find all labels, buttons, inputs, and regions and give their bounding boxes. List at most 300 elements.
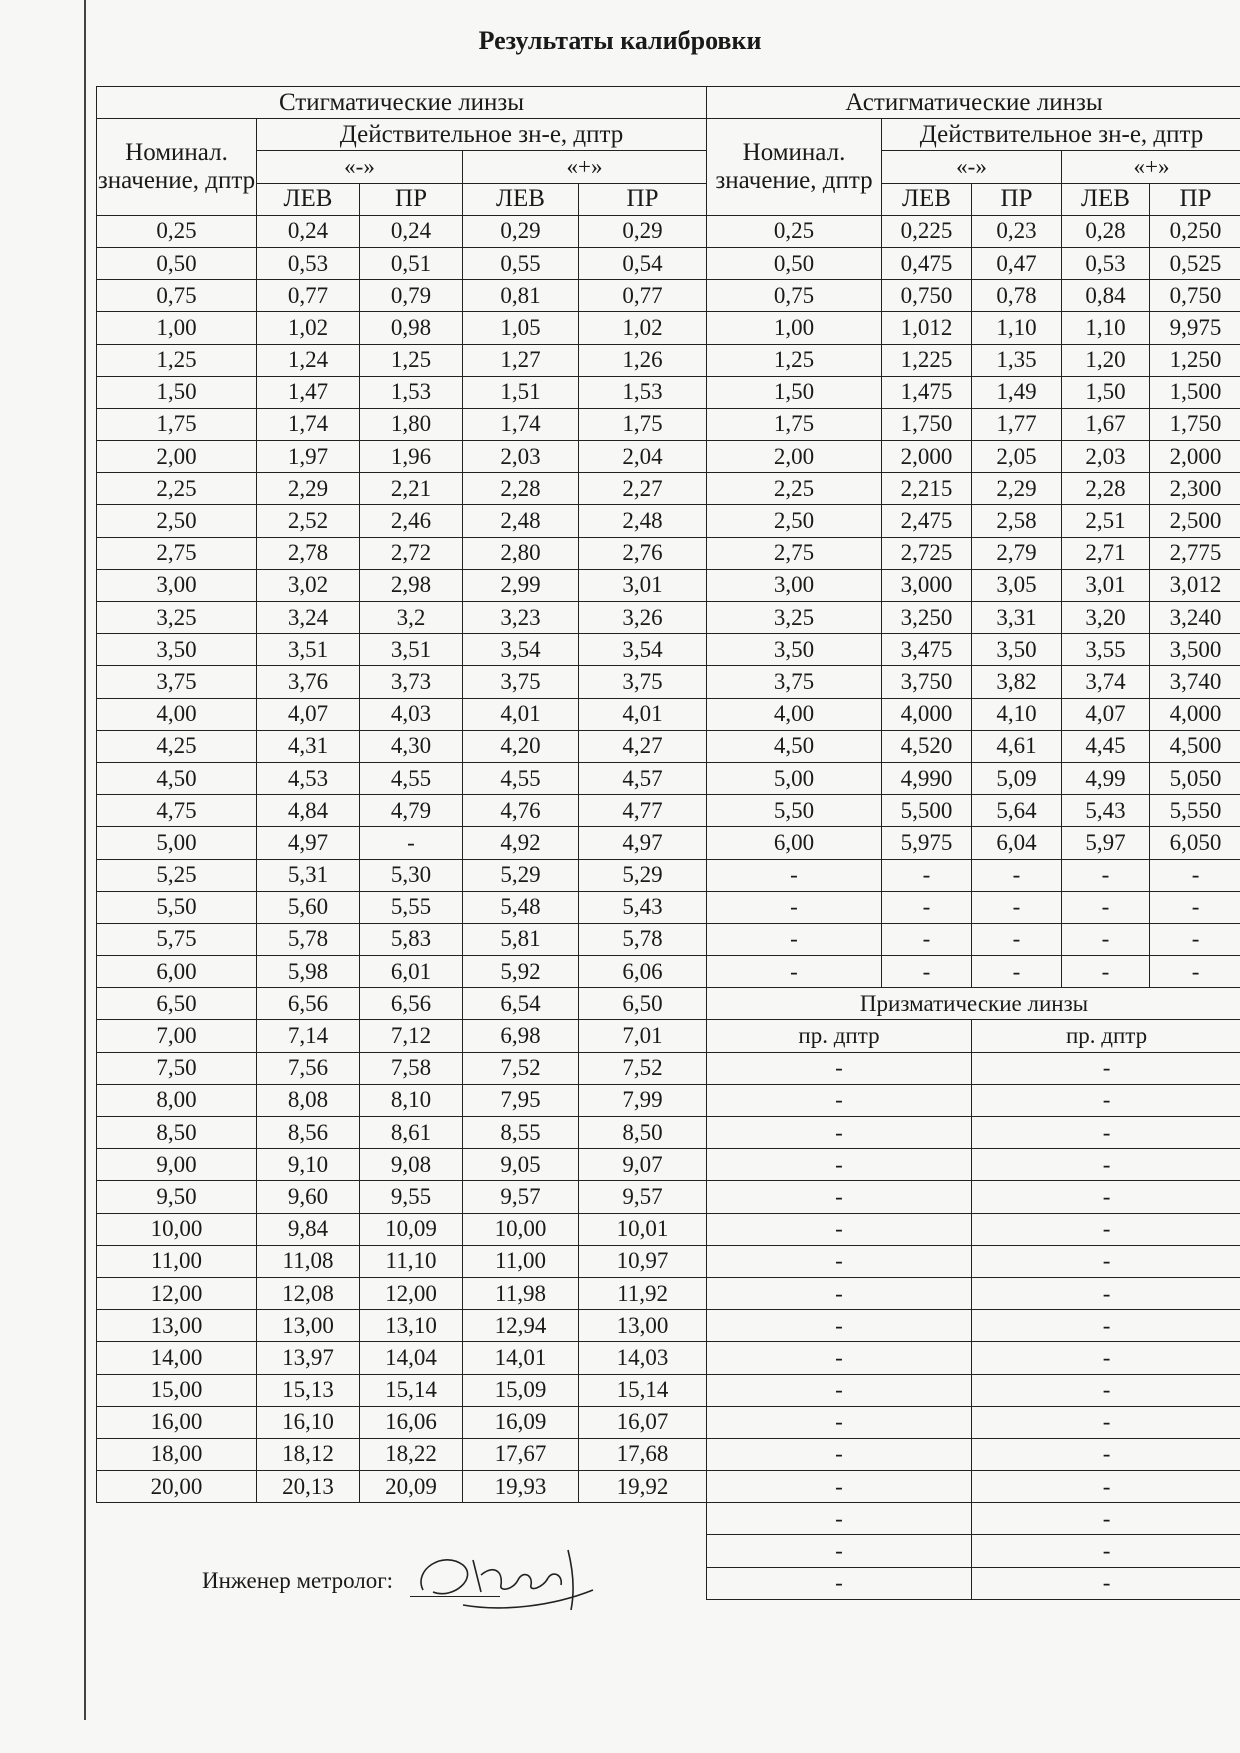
stigmatic-row xyxy=(97,827,707,859)
stigmatic-row-cell: 2,78 xyxy=(257,537,360,569)
stigmatic-row xyxy=(97,1117,707,1149)
prismatic-row-cell: - xyxy=(707,1503,972,1535)
stigmatic-row-cell: 10,01 xyxy=(579,1213,707,1245)
stigmatic-row-cell: 6,00 xyxy=(97,956,257,988)
astigmatic-row-cell: 3,250 xyxy=(882,602,972,634)
astigmatic-row-cell: 0,250 xyxy=(1150,215,1240,247)
prismatic-row-cell: - xyxy=(707,1117,972,1149)
stigmatic-row-cell: 3,25 xyxy=(97,602,257,634)
stigmatic-row-cell: 5,83 xyxy=(360,923,463,955)
astigmatic-row-cell: - xyxy=(707,956,882,988)
stigmatic-row xyxy=(97,1310,707,1342)
stigmatic-row-cell: 3,2 xyxy=(360,602,463,634)
prismatic-row-cell: - xyxy=(707,1342,972,1374)
stigmatic-row-cell: 9,57 xyxy=(463,1181,579,1213)
stigmatic-row-cell: 5,31 xyxy=(257,859,360,891)
prismatic-col2-header: пр. дптр xyxy=(972,1020,1240,1052)
astigmatic-row-cell: 3,05 xyxy=(972,569,1062,601)
stigmatic-minus-header: «-» xyxy=(257,151,463,183)
stigmatic-row-cell: 0,77 xyxy=(257,280,360,312)
stigmatic-row-cell: 5,50 xyxy=(97,891,257,923)
stigmatic-row-cell: 0,25 xyxy=(97,215,257,247)
stigmatic-row-cell: 4,31 xyxy=(257,730,360,762)
stigmatic-row-cell: 9,08 xyxy=(360,1149,463,1181)
stigmatic-row xyxy=(97,923,707,955)
astigmatic-row-cell: 1,00 xyxy=(707,312,882,344)
prismatic-row-cell: - xyxy=(707,1052,972,1084)
stigmatic-row-cell: 7,99 xyxy=(579,1084,707,1116)
prismatic-row-cell: - xyxy=(972,1471,1240,1503)
stigmatic-minus-left-header: ЛЕВ xyxy=(257,183,360,215)
stigmatic-row-cell: 5,78 xyxy=(579,923,707,955)
astigmatic-row-cell: 2,79 xyxy=(972,537,1062,569)
stigmatic-row xyxy=(97,1245,707,1277)
astigmatic-row-cell: 6,050 xyxy=(1150,827,1240,859)
astigmatic-row xyxy=(707,602,1240,634)
stigmatic-row-cell: 18,00 xyxy=(97,1438,257,1470)
stigmatic-row xyxy=(97,1084,707,1116)
stigmatic-row-cell: 1,00 xyxy=(97,312,257,344)
astigmatic-row-cell: - xyxy=(1062,956,1150,988)
stigmatic-row-cell: 6,98 xyxy=(463,1020,579,1052)
astigmatic-plus-header: «+» xyxy=(1062,151,1240,183)
stigmatic-row-cell: 0,79 xyxy=(360,280,463,312)
stigmatic-row-cell: 0,98 xyxy=(360,312,463,344)
stigmatic-row-cell: 15,14 xyxy=(360,1374,463,1406)
astigmatic-row-cell: 1,10 xyxy=(1062,312,1150,344)
stigmatic-row-cell: 16,09 xyxy=(463,1406,579,1438)
stigmatic-row-cell: 4,53 xyxy=(257,762,360,794)
astigmatic-row-cell: 1,750 xyxy=(1150,408,1240,440)
astigmatic-row-cell: 1,77 xyxy=(972,408,1062,440)
astigmatic-row-cell: 1,012 xyxy=(882,312,972,344)
astigmatic-row-cell: 2,775 xyxy=(1150,537,1240,569)
astigmatic-row-cell: 4,07 xyxy=(1062,698,1150,730)
prismatic-row xyxy=(707,1149,1240,1181)
stigmatic-row-cell: 11,00 xyxy=(97,1245,257,1277)
astigmatic-row xyxy=(707,569,1240,601)
stigmatic-row-cell: 12,08 xyxy=(257,1277,360,1309)
stigmatic-row-cell: 0,29 xyxy=(579,215,707,247)
stigmatic-row-cell: 2,46 xyxy=(360,505,463,537)
stigmatic-row xyxy=(97,1181,707,1213)
stigmatic-row-cell: 4,20 xyxy=(463,730,579,762)
stigmatic-row-cell: 11,98 xyxy=(463,1277,579,1309)
astigmatic-row-cell: 0,25 xyxy=(707,215,882,247)
astigmatic-row-cell: - xyxy=(882,956,972,988)
stigmatic-row-cell: 9,55 xyxy=(360,1181,463,1213)
prismatic-row-cell: - xyxy=(972,1438,1240,1470)
stigmatic-row-cell: 4,07 xyxy=(257,698,360,730)
stigmatic-row-cell: 8,61 xyxy=(360,1117,463,1149)
astigmatic-row-cell: - xyxy=(882,923,972,955)
stigmatic-row-cell: 7,01 xyxy=(579,1020,707,1052)
stigmatic-row xyxy=(97,762,707,794)
stigmatic-row xyxy=(97,1471,707,1503)
stigmatic-row-cell: 3,75 xyxy=(97,666,257,698)
stigmatic-row xyxy=(97,859,707,891)
stigmatic-row-cell: 16,10 xyxy=(257,1406,360,1438)
stigmatic-row xyxy=(97,505,707,537)
stigmatic-row-cell: 6,56 xyxy=(257,988,360,1020)
stigmatic-row-cell: 3,00 xyxy=(97,569,257,601)
stigmatic-row-cell: 3,54 xyxy=(463,634,579,666)
astigmatic-row-cell: 1,25 xyxy=(707,344,882,376)
stigmatic-row-cell: 0,50 xyxy=(97,247,257,279)
stigmatic-row-cell: 4,55 xyxy=(463,762,579,794)
prismatic-row xyxy=(707,1310,1240,1342)
astigmatic-row-cell: 1,250 xyxy=(1150,344,1240,376)
stigmatic-minus-right-header: ПР xyxy=(360,183,463,215)
stigmatic-row-cell: 1,24 xyxy=(257,344,360,376)
astigmatic-row-cell: 3,31 xyxy=(972,602,1062,634)
stigmatic-row-cell: 6,06 xyxy=(579,956,707,988)
stigmatic-row-cell: 2,52 xyxy=(257,505,360,537)
stigmatic-row-cell: 14,03 xyxy=(579,1342,707,1374)
prismatic-row-cell: - xyxy=(707,1471,972,1503)
prismatic-row xyxy=(707,1117,1240,1149)
prismatic-row-cell: - xyxy=(972,1374,1240,1406)
stigmatic-row-cell: 2,48 xyxy=(579,505,707,537)
astigmatic-row xyxy=(707,215,1240,247)
astigmatic-row-cell: 6,00 xyxy=(707,827,882,859)
stigmatic-row-cell: 7,52 xyxy=(463,1052,579,1084)
stigmatic-row xyxy=(97,1149,707,1181)
stigmatic-row-cell: 14,01 xyxy=(463,1342,579,1374)
stigmatic-row-cell: 20,09 xyxy=(360,1471,463,1503)
astigmatic-row-cell: 3,82 xyxy=(972,666,1062,698)
stigmatic-row-cell: 4,50 xyxy=(97,762,257,794)
stigmatic-row xyxy=(97,408,707,440)
stigmatic-row-cell: 4,57 xyxy=(579,762,707,794)
astigmatic-row-cell: 0,28 xyxy=(1062,215,1150,247)
astigmatic-row-cell: 4,61 xyxy=(972,730,1062,762)
stigmatic-row xyxy=(97,956,707,988)
astigmatic-row xyxy=(707,376,1240,408)
astigmatic-row xyxy=(707,247,1240,279)
stigmatic-row-cell: 13,00 xyxy=(579,1310,707,1342)
astigmatic-row-cell: 9,975 xyxy=(1150,312,1240,344)
astigmatic-row-cell: 2,00 xyxy=(707,441,882,473)
astigmatic-row-cell: 0,47 xyxy=(972,247,1062,279)
stigmatic-row-cell: 4,76 xyxy=(463,795,579,827)
stigmatic-row-cell: 0,24 xyxy=(257,215,360,247)
stigmatic-row-cell: 7,00 xyxy=(97,1020,257,1052)
astigmatic-row-cell: 0,525 xyxy=(1150,247,1240,279)
astigmatic-row xyxy=(707,441,1240,473)
stigmatic-row-cell: 18,12 xyxy=(257,1438,360,1470)
stigmatic-row-cell: 0,55 xyxy=(463,247,579,279)
astigmatic-row xyxy=(707,312,1240,344)
prismatic-section-title: Призматические линзы xyxy=(707,988,1240,1020)
astigmatic-row xyxy=(707,505,1240,537)
astigmatic-row-cell: 1,67 xyxy=(1062,408,1150,440)
astigmatic-row-cell: 1,475 xyxy=(882,376,972,408)
astigmatic-row-cell: 2,51 xyxy=(1062,505,1150,537)
stigmatic-row-cell: 4,77 xyxy=(579,795,707,827)
stigmatic-row-cell: 9,60 xyxy=(257,1181,360,1213)
astigmatic-row-cell: 4,990 xyxy=(882,762,972,794)
stigmatic-row xyxy=(97,1213,707,1245)
stigmatic-row-cell: 2,76 xyxy=(579,537,707,569)
stigmatic-row xyxy=(97,795,707,827)
astigmatic-row-cell: 4,520 xyxy=(882,730,972,762)
prismatic-row-cell: - xyxy=(707,1084,972,1116)
stigmatic-row-cell: 1,74 xyxy=(463,408,579,440)
astigmatic-row-cell: 1,75 xyxy=(707,408,882,440)
astigmatic-row-cell: 2,29 xyxy=(972,473,1062,505)
astigmatic-row xyxy=(707,473,1240,505)
astigmatic-row-cell: 3,012 xyxy=(1150,569,1240,601)
astigmatic-actual-header: Действительное зн-е, дптр xyxy=(882,119,1240,151)
stigmatic-row-cell: 0,54 xyxy=(579,247,707,279)
stigmatic-row-cell: 2,99 xyxy=(463,569,579,601)
stigmatic-row-cell: 4,92 xyxy=(463,827,579,859)
astigmatic-row xyxy=(707,408,1240,440)
astigmatic-row-cell: 0,78 xyxy=(972,280,1062,312)
astigmatic-row-cell: 1,10 xyxy=(972,312,1062,344)
astigmatic-row-cell: 1,35 xyxy=(972,344,1062,376)
stigmatic-row-cell: 4,00 xyxy=(97,698,257,730)
stigmatic-row xyxy=(97,215,707,247)
stigmatic-row-cell: 8,55 xyxy=(463,1117,579,1149)
astigmatic-row xyxy=(707,762,1240,794)
stigmatic-row-cell: 8,50 xyxy=(579,1117,707,1149)
stigmatic-row-cell: - xyxy=(360,827,463,859)
astigmatic-row-cell: - xyxy=(707,891,882,923)
stigmatic-row-cell: 5,25 xyxy=(97,859,257,891)
stigmatic-row-cell: 12,00 xyxy=(360,1277,463,1309)
astigmatic-row-cell: 2,500 xyxy=(1150,505,1240,537)
stigmatic-row-cell: 12,00 xyxy=(97,1277,257,1309)
astigmatic-row-cell: - xyxy=(972,956,1062,988)
astigmatic-row-cell: 2,71 xyxy=(1062,537,1150,569)
stigmatic-row-cell: 3,26 xyxy=(579,602,707,634)
astigmatic-row-cell: 1,50 xyxy=(707,376,882,408)
stigmatic-plus-right-header: ПР xyxy=(579,183,707,215)
prismatic-row-cell: - xyxy=(972,1406,1240,1438)
stigmatic-row-cell: 15,09 xyxy=(463,1374,579,1406)
astigmatic-lenses-table xyxy=(706,86,1240,1600)
stigmatic-row-cell: 13,97 xyxy=(257,1342,360,1374)
stigmatic-row-cell: 7,52 xyxy=(579,1052,707,1084)
stigmatic-row-cell: 5,60 xyxy=(257,891,360,923)
astigmatic-row xyxy=(707,956,1240,988)
stigmatic-row xyxy=(97,730,707,762)
astigmatic-row-cell: 2,58 xyxy=(972,505,1062,537)
astigmatic-row-cell: 4,50 xyxy=(707,730,882,762)
astigmatic-row-cell: 2,50 xyxy=(707,505,882,537)
astigmatic-row-cell: 3,50 xyxy=(707,634,882,666)
astigmatic-row xyxy=(707,730,1240,762)
stigmatic-row-cell: 2,04 xyxy=(579,441,707,473)
stigmatic-row-cell: 4,84 xyxy=(257,795,360,827)
astigmatic-row-cell: 3,750 xyxy=(882,666,972,698)
stigmatic-nominal-header: Номинал. значение, дптр xyxy=(97,119,257,216)
stigmatic-row-cell: 10,97 xyxy=(579,1245,707,1277)
astigmatic-row-cell: - xyxy=(1150,859,1240,891)
astigmatic-row-cell: 1,225 xyxy=(882,344,972,376)
stigmatic-row-cell: 19,93 xyxy=(463,1471,579,1503)
stigmatic-row-cell: 7,56 xyxy=(257,1052,360,1084)
astigmatic-row-cell: 2,215 xyxy=(882,473,972,505)
astigmatic-row-cell: 1,50 xyxy=(1062,376,1150,408)
stigmatic-row-cell: 11,10 xyxy=(360,1245,463,1277)
prismatic-row-cell: - xyxy=(972,1213,1240,1245)
prismatic-row-cell: - xyxy=(707,1374,972,1406)
stigmatic-row xyxy=(97,1438,707,1470)
astigmatic-row-cell: 3,55 xyxy=(1062,634,1150,666)
stigmatic-row-cell: 1,02 xyxy=(579,312,707,344)
prismatic-row-cell: - xyxy=(707,1438,972,1470)
astigmatic-row-cell: 0,53 xyxy=(1062,247,1150,279)
astigmatic-row-cell: 5,43 xyxy=(1062,795,1150,827)
stigmatic-row-cell: 10,00 xyxy=(97,1213,257,1245)
stigmatic-row-cell: 6,50 xyxy=(97,988,257,1020)
prismatic-row xyxy=(707,1084,1240,1116)
page-margin-line xyxy=(84,0,86,1720)
stigmatic-row-cell: 16,06 xyxy=(360,1406,463,1438)
stigmatic-row-cell: 13,00 xyxy=(97,1310,257,1342)
astigmatic-row-cell: - xyxy=(707,859,882,891)
stigmatic-plus-left-header: ЛЕВ xyxy=(463,183,579,215)
stigmatic-row-cell: 7,50 xyxy=(97,1052,257,1084)
astigmatic-minus-right-header: ПР xyxy=(972,183,1062,215)
astigmatic-row-cell: 3,25 xyxy=(707,602,882,634)
stigmatic-plus-header: «+» xyxy=(463,151,707,183)
stigmatic-row xyxy=(97,634,707,666)
stigmatic-row-cell: 5,43 xyxy=(579,891,707,923)
stigmatic-row-cell: 4,30 xyxy=(360,730,463,762)
stigmatic-row-cell: 5,78 xyxy=(257,923,360,955)
prismatic-row-cell: - xyxy=(707,1406,972,1438)
stigmatic-row-cell: 3,75 xyxy=(579,666,707,698)
stigmatic-row xyxy=(97,569,707,601)
astigmatic-row-cell: 4,000 xyxy=(882,698,972,730)
astigmatic-row-cell: 5,50 xyxy=(707,795,882,827)
stigmatic-row-cell: 4,01 xyxy=(463,698,579,730)
stigmatic-row-cell: 15,00 xyxy=(97,1374,257,1406)
stigmatic-row xyxy=(97,698,707,730)
stigmatic-row-cell: 9,84 xyxy=(257,1213,360,1245)
astigmatic-row-cell: 3,500 xyxy=(1150,634,1240,666)
stigmatic-row-cell: 0,24 xyxy=(360,215,463,247)
astigmatic-row-cell: 3,01 xyxy=(1062,569,1150,601)
stigmatic-row-cell: 6,54 xyxy=(463,988,579,1020)
stigmatic-row-cell: 1,51 xyxy=(463,376,579,408)
astigmatic-row-cell: 0,475 xyxy=(882,247,972,279)
prismatic-row-cell: - xyxy=(972,1181,1240,1213)
astigmatic-row-cell: 3,74 xyxy=(1062,666,1150,698)
stigmatic-row-cell: 1,74 xyxy=(257,408,360,440)
stigmatic-row-cell: 8,56 xyxy=(257,1117,360,1149)
astigmatic-row-cell: 3,740 xyxy=(1150,666,1240,698)
astigmatic-row-cell: - xyxy=(972,891,1062,923)
stigmatic-row xyxy=(97,280,707,312)
prismatic-row xyxy=(707,1213,1240,1245)
astigmatic-row-cell: 1,750 xyxy=(882,408,972,440)
astigmatic-row-cell: 0,750 xyxy=(1150,280,1240,312)
astigmatic-row xyxy=(707,891,1240,923)
stigmatic-row-cell: 11,08 xyxy=(257,1245,360,1277)
astigmatic-row-cell: 4,500 xyxy=(1150,730,1240,762)
stigmatic-row-cell: 3,75 xyxy=(463,666,579,698)
prismatic-row xyxy=(707,1471,1240,1503)
stigmatic-row-cell: 0,29 xyxy=(463,215,579,247)
astigmatic-row-cell: 2,03 xyxy=(1062,441,1150,473)
astigmatic-row-cell: 3,20 xyxy=(1062,602,1150,634)
astigmatic-row-cell: 0,225 xyxy=(882,215,972,247)
stigmatic-row-cell: 1,80 xyxy=(360,408,463,440)
astigmatic-row-cell: 1,500 xyxy=(1150,376,1240,408)
prismatic-row-cell: - xyxy=(972,1277,1240,1309)
page-title: Результаты калибровки xyxy=(478,26,762,55)
stigmatic-row-cell: 3,02 xyxy=(257,569,360,601)
stigmatic-row-cell: 18,22 xyxy=(360,1438,463,1470)
stigmatic-row xyxy=(97,666,707,698)
stigmatic-row-cell: 2,25 xyxy=(97,473,257,505)
astigmatic-row-cell: 3,75 xyxy=(707,666,882,698)
stigmatic-row-cell: 9,05 xyxy=(463,1149,579,1181)
astigmatic-row-cell: 3,50 xyxy=(972,634,1062,666)
prismatic-row xyxy=(707,1052,1240,1084)
stigmatic-row xyxy=(97,1374,707,1406)
astigmatic-row-cell: - xyxy=(1062,891,1150,923)
stigmatic-row-cell: 13,00 xyxy=(257,1310,360,1342)
stigmatic-row-cell: 17,68 xyxy=(579,1438,707,1470)
astigmatic-row-cell: 4,000 xyxy=(1150,698,1240,730)
astigmatic-row-cell: 2,28 xyxy=(1062,473,1150,505)
stigmatic-row-cell: 3,51 xyxy=(257,634,360,666)
stigmatic-row-cell: 9,07 xyxy=(579,1149,707,1181)
stigmatic-row-cell: 0,51 xyxy=(360,247,463,279)
stigmatic-row-cell: 2,27 xyxy=(579,473,707,505)
signature-label: Инженер метролог: xyxy=(202,1568,394,1593)
astigmatic-row-cell: 2,000 xyxy=(1150,441,1240,473)
stigmatic-row-cell: 20,00 xyxy=(97,1471,257,1503)
astigmatic-row-cell: 4,00 xyxy=(707,698,882,730)
stigmatic-row-cell: 1,26 xyxy=(579,344,707,376)
prismatic-row-cell: - xyxy=(707,1245,972,1277)
prismatic-row xyxy=(707,1245,1240,1277)
prismatic-row-cell: - xyxy=(972,1117,1240,1149)
astigmatic-row-cell: 3,240 xyxy=(1150,602,1240,634)
astigmatic-row-cell: 6,04 xyxy=(972,827,1062,859)
stigmatic-actual-header: Действительное зн-е, дптр xyxy=(257,119,707,151)
astigmatic-row-cell: 2,75 xyxy=(707,537,882,569)
astigmatic-row-cell: 2,25 xyxy=(707,473,882,505)
prismatic-row-cell: - xyxy=(707,1535,972,1567)
stigmatic-row-cell: 1,25 xyxy=(97,344,257,376)
prismatic-row xyxy=(707,1438,1240,1470)
stigmatic-row-cell: 2,00 xyxy=(97,441,257,473)
stigmatic-row-cell: 4,97 xyxy=(579,827,707,859)
stigmatic-row xyxy=(97,988,707,1020)
stigmatic-row-cell: 8,50 xyxy=(97,1117,257,1149)
prismatic-row-cell: - xyxy=(972,1310,1240,1342)
stigmatic-row-cell: 19,92 xyxy=(579,1471,707,1503)
astigmatic-nominal-header: Номинал. значение, дптр xyxy=(707,119,882,216)
stigmatic-row-cell: 3,51 xyxy=(360,634,463,666)
stigmatic-row-cell: 3,01 xyxy=(579,569,707,601)
astigmatic-row-cell: - xyxy=(1062,923,1150,955)
astigmatic-row-cell: 4,99 xyxy=(1062,762,1150,794)
stigmatic-row-cell: 8,10 xyxy=(360,1084,463,1116)
astigmatic-row-cell: 2,300 xyxy=(1150,473,1240,505)
stigmatic-row-cell: 5,29 xyxy=(463,859,579,891)
stigmatic-row-cell: 1,27 xyxy=(463,344,579,376)
prismatic-row xyxy=(707,1277,1240,1309)
